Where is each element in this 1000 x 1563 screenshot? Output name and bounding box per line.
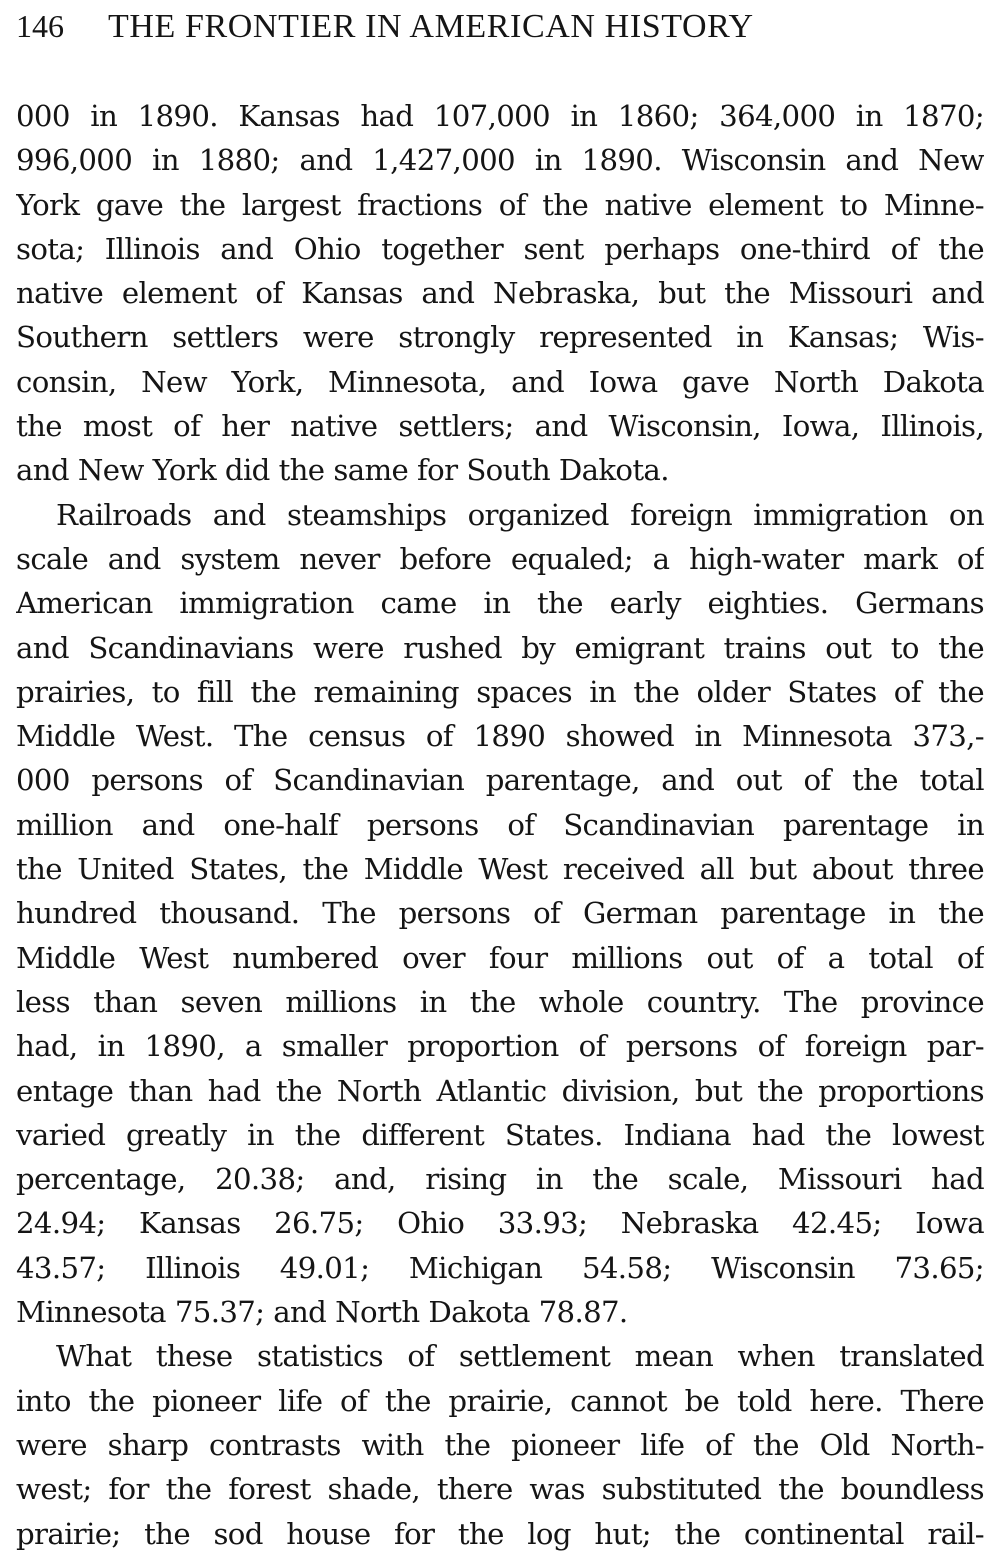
text-line: percentage, 20.38; and, rising in the scale, Missouri had (16, 1162, 984, 1197)
text-line: sota; Illinois and Ohio together sent perhaps one-third of the (16, 231, 984, 266)
text-line: 43.57; Illinois 49.01; Michigan 54.58; Wisconsin 73.65; (16, 1250, 984, 1285)
text-line: into the pioneer life of the prairie, cannot be told here. There (16, 1383, 984, 1418)
text-line: 996,000 in 1880; and 1,427,000 in 1890. Wisconsin and New (16, 143, 984, 178)
paragraph-2 (16, 493, 984, 1335)
text-line: the most of her native settlers; and Wisconsin, Iowa, Illinois, (16, 409, 984, 444)
text-line: the United States, the Middle West received all but about three (16, 852, 984, 887)
text-line: were sharp contrasts with the pioneer life of the Old North- (16, 1427, 984, 1462)
text-line: scale and system never before equaled; a high-water mark of (16, 541, 984, 576)
text-line: Middle West. The census of 1890 showed in Minnesota 373,- (16, 719, 984, 754)
text-line: 000 in 1890. Kansas had 107,000 in 1860; 364,000 in 1870; (16, 99, 984, 133)
text-line: York gave the largest fractions of the native element to Minne- (16, 187, 984, 222)
text-line: hundred thousand. The persons of German parentage in the (16, 896, 984, 931)
page-body (16, 94, 984, 1555)
text-line: Railroads and steamships organized foreign immigration on (56, 497, 984, 532)
paragraph-1 (16, 94, 984, 493)
text-line: What these statistics of settlement mean when translated (56, 1339, 984, 1374)
running-head (16, 8, 984, 52)
text-line: and Scandinavians were rushed by emigrant trains out to the (16, 630, 984, 665)
text-line: prairie; the sod house for the log hut; the continental rail- (16, 1516, 984, 1551)
text-line: consin, New York, Minnesota, and Iowa gave North Dakota (16, 364, 984, 399)
text-line: Southern settlers were strongly represented in Kansas; Wis- (16, 320, 984, 355)
text-line: varied greatly in the different States. Indiana had the lowest (16, 1117, 984, 1152)
text-line: million and one-half persons of Scandinavian parentage in (16, 807, 984, 842)
text-line: west; for the forest shade, there was substituted the boundless (16, 1472, 984, 1507)
paragraph-3 (16, 1334, 984, 1555)
page-number: 146 (16, 8, 64, 44)
text-line: Middle West numbered over four millions out of a total of (16, 940, 984, 975)
text-line: entage than had the North Atlantic division, but the proportions (16, 1073, 984, 1108)
text-line: had, in 1890, a smaller proportion of persons of foreign par- (16, 1029, 984, 1064)
text-line: prairies, to fill the remaining spaces in the older States of the (16, 674, 984, 709)
text-line: 24.94; Kansas 26.75; Ohio 33.93; Nebraska 42.45; Iowa (16, 1206, 984, 1241)
text-line: and New York did the same for South Dakota. (16, 453, 669, 488)
running-title: THE FRONTIER IN AMERICAN HISTORY (108, 8, 754, 45)
text-line: native element of Kansas and Nebraska, but the Missouri and (16, 276, 984, 311)
book-page (16, 8, 984, 1555)
text-line: American immigration came in the early eighties. Germans (16, 586, 984, 621)
text-line: Minnesota 75.37; and North Dakota 78.87. (16, 1295, 628, 1330)
text-line: 000 persons of Scandinavian parentage, and out of the total (16, 763, 984, 798)
text-line: less than seven millions in the whole country. The province (16, 984, 984, 1019)
